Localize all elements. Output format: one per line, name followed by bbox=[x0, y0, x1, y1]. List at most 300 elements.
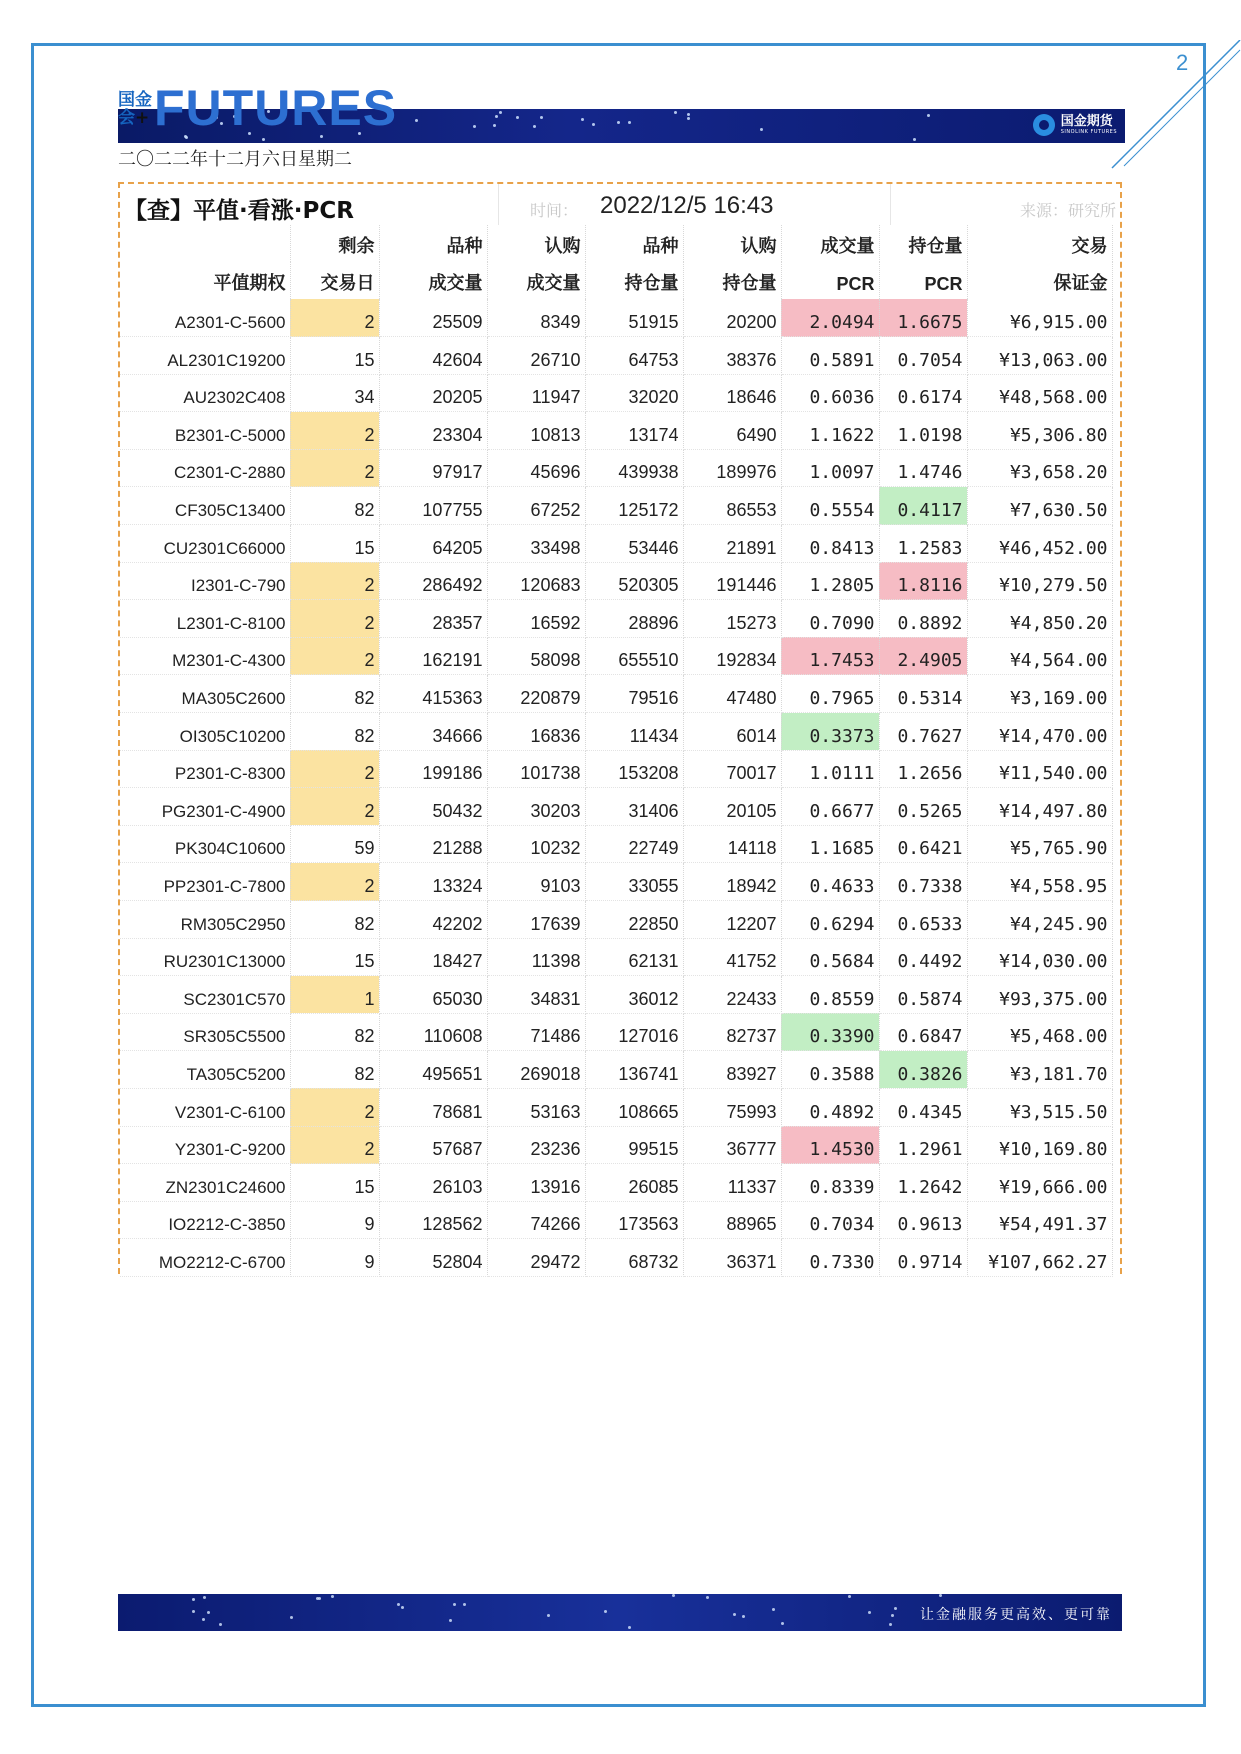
cell-vol: 25509 bbox=[379, 299, 487, 337]
cell-oi: 99515 bbox=[585, 1126, 683, 1164]
cell-vol-pcr: 0.8559 bbox=[781, 976, 879, 1014]
cell-oi: 62131 bbox=[585, 938, 683, 976]
banner-star bbox=[540, 116, 543, 119]
cell-vol: 50432 bbox=[379, 788, 487, 826]
banner-star bbox=[203, 1596, 206, 1599]
banner-star bbox=[889, 1623, 892, 1626]
table-row bbox=[120, 1013, 1112, 1051]
table-row bbox=[120, 1239, 1112, 1277]
logo-chinese-bottom: 会 bbox=[118, 108, 135, 128]
banner-star bbox=[733, 1613, 736, 1616]
cell-call-oi: 88965 bbox=[683, 1201, 781, 1239]
table-row bbox=[120, 337, 1112, 375]
cell-vol: 97917 bbox=[379, 449, 487, 487]
table-row bbox=[120, 299, 1112, 337]
cell-call-vol: 13916 bbox=[487, 1164, 585, 1202]
cell-call-oi: 47480 bbox=[683, 675, 781, 713]
brand-sub: SINOLINK FUTURES bbox=[1060, 129, 1117, 135]
cell-code: PG2301-C-4900 bbox=[120, 788, 290, 826]
cell-days: 15 bbox=[290, 525, 379, 563]
header-call_oi-top: 认购 bbox=[683, 225, 781, 262]
cell-days: 2 bbox=[290, 863, 379, 901]
cell-oi: 28896 bbox=[585, 600, 683, 638]
banner-star bbox=[192, 1598, 195, 1601]
cell-vol: 18427 bbox=[379, 938, 487, 976]
cell-oi-pcr: 0.6174 bbox=[879, 374, 967, 412]
cell-vol: 42604 bbox=[379, 337, 487, 375]
cell-call-vol: 11398 bbox=[487, 938, 585, 976]
cell-oi-pcr: 1.2961 bbox=[879, 1126, 967, 1164]
pcr-table-panel bbox=[118, 182, 1122, 1274]
cell-call-oi: 41752 bbox=[683, 938, 781, 976]
cell-days: 34 bbox=[290, 374, 379, 412]
cell-vol-pcr: 0.4633 bbox=[781, 863, 879, 901]
cell-call-vol: 220879 bbox=[487, 675, 585, 713]
banner-star bbox=[742, 1615, 745, 1618]
cell-days: 15 bbox=[290, 938, 379, 976]
cell-days: 2 bbox=[290, 299, 379, 337]
cell-code: RU2301C13000 bbox=[120, 938, 290, 976]
banner-star bbox=[547, 1614, 550, 1617]
corner-decoration bbox=[1110, 40, 1241, 180]
cell-oi-pcr: 0.7338 bbox=[879, 863, 967, 901]
cell-call-oi: 18942 bbox=[683, 863, 781, 901]
cell-vol-pcr: 0.4892 bbox=[781, 1088, 879, 1126]
banner-star bbox=[533, 125, 536, 128]
cell-call-vol: 17639 bbox=[487, 901, 585, 939]
cell-oi: 439938 bbox=[585, 449, 683, 487]
banner-star bbox=[913, 138, 916, 141]
cell-vol-pcr: 1.0097 bbox=[781, 449, 879, 487]
cell-oi-pcr: 0.3826 bbox=[879, 1051, 967, 1089]
cell-margin: ¥7,630.50 bbox=[967, 487, 1112, 525]
cell-code: SR305C5500 bbox=[120, 1013, 290, 1051]
banner-star bbox=[318, 1597, 321, 1600]
cell-margin: ¥107,662.27 bbox=[967, 1239, 1112, 1277]
cell-call-oi: 191446 bbox=[683, 562, 781, 600]
title-divider bbox=[498, 184, 499, 225]
cell-margin: ¥54,491.37 bbox=[967, 1201, 1112, 1239]
cell-oi: 33055 bbox=[585, 863, 683, 901]
cell-call-vol: 8349 bbox=[487, 299, 585, 337]
cell-days: 2 bbox=[290, 412, 379, 450]
banner-star bbox=[868, 1611, 871, 1614]
cell-margin: ¥4,564.00 bbox=[967, 637, 1112, 675]
cell-vol: 57687 bbox=[379, 1126, 487, 1164]
header-code-top bbox=[120, 225, 290, 262]
cell-oi: 22850 bbox=[585, 901, 683, 939]
cell-vol-pcr: 1.2805 bbox=[781, 562, 879, 600]
cell-oi-pcr: 0.9714 bbox=[879, 1239, 967, 1277]
cell-code: CF305C13400 bbox=[120, 487, 290, 525]
table-row bbox=[120, 825, 1112, 863]
cell-days: 15 bbox=[290, 1164, 379, 1202]
cell-code: TA305C5200 bbox=[120, 1051, 290, 1089]
logo-chinese-top: 国金 bbox=[118, 90, 152, 110]
cell-vol-pcr: 0.8413 bbox=[781, 525, 879, 563]
cell-vol-pcr: 0.3588 bbox=[781, 1051, 879, 1089]
cell-oi: 26085 bbox=[585, 1164, 683, 1202]
table-row bbox=[120, 562, 1112, 600]
cell-call-vol: 26710 bbox=[487, 337, 585, 375]
logo-plus: + bbox=[135, 108, 150, 128]
header-call_vol-bottom: 成交量 bbox=[487, 262, 585, 299]
cell-vol: 26103 bbox=[379, 1164, 487, 1202]
brand-name: 国金期货 bbox=[1060, 114, 1113, 129]
cell-days: 15 bbox=[290, 337, 379, 375]
cell-vol-pcr: 0.3390 bbox=[781, 1013, 879, 1051]
cell-vol-pcr: 1.1685 bbox=[781, 825, 879, 863]
cell-days: 82 bbox=[290, 1051, 379, 1089]
banner-star bbox=[207, 1611, 210, 1614]
banner-star bbox=[453, 1603, 456, 1606]
banner-star bbox=[473, 125, 476, 128]
cell-code: OI305C10200 bbox=[120, 713, 290, 751]
cell-code: PK304C10600 bbox=[120, 825, 290, 863]
cell-margin: ¥14,497.80 bbox=[967, 788, 1112, 826]
cell-margin: ¥10,169.80 bbox=[967, 1126, 1112, 1164]
cell-call-oi: 18646 bbox=[683, 374, 781, 412]
cell-margin: ¥3,658.20 bbox=[967, 449, 1112, 487]
cell-oi-pcr: 0.5265 bbox=[879, 788, 967, 826]
cell-margin: ¥46,452.00 bbox=[967, 525, 1112, 563]
brand-icon bbox=[1033, 114, 1055, 136]
banner-star bbox=[495, 115, 498, 118]
banner-star bbox=[449, 1619, 452, 1622]
header-oi_pcr-top: 持仓量 bbox=[879, 225, 967, 262]
cell-margin: ¥14,470.00 bbox=[967, 713, 1112, 751]
cell-code: RM305C2950 bbox=[120, 901, 290, 939]
cell-oi-pcr: 1.4746 bbox=[879, 449, 967, 487]
cell-days: 59 bbox=[290, 825, 379, 863]
header-oi-top: 品种 bbox=[585, 225, 683, 262]
banner-star bbox=[219, 1623, 222, 1626]
cell-vol: 23304 bbox=[379, 412, 487, 450]
header-vol_pcr-bottom: PCR bbox=[781, 262, 879, 299]
cell-call-vol: 10813 bbox=[487, 412, 585, 450]
cell-code: IO2212-C-3850 bbox=[120, 1201, 290, 1239]
cell-code: P2301-C-8300 bbox=[120, 750, 290, 788]
cell-oi-pcr: 0.6847 bbox=[879, 1013, 967, 1051]
cell-days: 82 bbox=[290, 675, 379, 713]
cell-vol-pcr: 0.5891 bbox=[781, 337, 879, 375]
table-row bbox=[120, 713, 1112, 751]
cell-vol-pcr: 1.1622 bbox=[781, 412, 879, 450]
time-value: 2022/12/5 16:43 bbox=[600, 192, 774, 219]
cell-call-vol: 45696 bbox=[487, 449, 585, 487]
banner-star bbox=[493, 124, 496, 127]
logo-chinese bbox=[118, 91, 154, 127]
cell-oi: 68732 bbox=[585, 1239, 683, 1277]
cell-call-oi: 11337 bbox=[683, 1164, 781, 1202]
cell-days: 82 bbox=[290, 487, 379, 525]
cell-code: ZN2301C24600 bbox=[120, 1164, 290, 1202]
banner-star bbox=[290, 1616, 293, 1619]
cell-vol: 162191 bbox=[379, 637, 487, 675]
table-header-row-top bbox=[120, 225, 1112, 262]
banner-star bbox=[848, 1595, 851, 1598]
cell-code: M2301-C-4300 bbox=[120, 637, 290, 675]
cell-oi-pcr: 0.4345 bbox=[879, 1088, 967, 1126]
cell-oi-pcr: 1.2583 bbox=[879, 525, 967, 563]
cell-call-vol: 71486 bbox=[487, 1013, 585, 1051]
cell-code: MO2212-C-6700 bbox=[120, 1239, 290, 1277]
cell-code: AL2301C19200 bbox=[120, 337, 290, 375]
cell-margin: ¥4,558.95 bbox=[967, 863, 1112, 901]
cell-call-vol: 16836 bbox=[487, 713, 585, 751]
cell-code: C2301-C-2880 bbox=[120, 449, 290, 487]
cell-oi: 79516 bbox=[585, 675, 683, 713]
banner-star bbox=[516, 116, 519, 119]
cell-call-oi: 6014 bbox=[683, 713, 781, 751]
banner-star bbox=[672, 1594, 675, 1597]
cell-margin: ¥6,915.00 bbox=[967, 299, 1112, 337]
cell-oi-pcr: 0.5314 bbox=[879, 675, 967, 713]
title-divider bbox=[890, 184, 891, 225]
cell-margin: ¥5,468.00 bbox=[967, 1013, 1112, 1051]
cell-call-oi: 22433 bbox=[683, 976, 781, 1014]
banner-star bbox=[262, 138, 265, 141]
cell-vol-pcr: 2.0494 bbox=[781, 299, 879, 337]
cell-vol: 415363 bbox=[379, 675, 487, 713]
banner-star bbox=[463, 1603, 466, 1606]
cell-oi: 11434 bbox=[585, 713, 683, 751]
cell-oi: 655510 bbox=[585, 637, 683, 675]
header-oi_pcr-bottom: PCR bbox=[879, 262, 967, 299]
cell-vol-pcr: 0.7330 bbox=[781, 1239, 879, 1277]
banner-star bbox=[581, 118, 584, 121]
cell-margin: ¥14,030.00 bbox=[967, 938, 1112, 976]
banner-star bbox=[192, 1610, 195, 1613]
cell-margin: ¥10,279.50 bbox=[967, 562, 1112, 600]
table-row bbox=[120, 487, 1112, 525]
cell-call-vol: 53163 bbox=[487, 1088, 585, 1126]
banner-star bbox=[939, 1594, 942, 1597]
cell-code: AU2302C408 bbox=[120, 374, 290, 412]
cell-vol: 107755 bbox=[379, 487, 487, 525]
cell-days: 2 bbox=[290, 750, 379, 788]
cell-vol: 42202 bbox=[379, 901, 487, 939]
cell-vol: 199186 bbox=[379, 750, 487, 788]
source-label: 来源：研究所 bbox=[1019, 201, 1116, 220]
table-row bbox=[120, 750, 1112, 788]
header-call_vol-top: 认购 bbox=[487, 225, 585, 262]
cell-vol: 495651 bbox=[379, 1051, 487, 1089]
table-header-row-bottom bbox=[120, 262, 1112, 299]
banner-star bbox=[927, 114, 930, 117]
table-row bbox=[120, 525, 1112, 563]
cell-vol-pcr: 1.7453 bbox=[781, 637, 879, 675]
table-row bbox=[120, 374, 1112, 412]
banner-star bbox=[499, 111, 502, 114]
header-call_oi-bottom: 持仓量 bbox=[683, 262, 781, 299]
banner-star bbox=[628, 1626, 631, 1629]
cell-call-vol: 29472 bbox=[487, 1239, 585, 1277]
cell-days: 2 bbox=[290, 788, 379, 826]
cell-margin: ¥3,181.70 bbox=[967, 1051, 1112, 1089]
header-days-top: 剩余 bbox=[290, 225, 379, 262]
cell-oi: 520305 bbox=[585, 562, 683, 600]
cell-call-oi: 6490 bbox=[683, 412, 781, 450]
cell-margin: ¥11,540.00 bbox=[967, 750, 1112, 788]
cell-margin: ¥48,568.00 bbox=[967, 374, 1112, 412]
table-row bbox=[120, 412, 1112, 450]
pcr-table bbox=[120, 225, 1113, 1277]
cell-vol-pcr: 0.6036 bbox=[781, 374, 879, 412]
cell-oi-pcr: 0.9613 bbox=[879, 1201, 967, 1239]
banner-star bbox=[706, 1596, 709, 1599]
footer-banner bbox=[118, 1594, 1122, 1631]
cell-vol: 28357 bbox=[379, 600, 487, 638]
panel-title: 【查】平值·看涨·PCR bbox=[124, 198, 354, 224]
cell-vol: 64205 bbox=[379, 525, 487, 563]
banner-star bbox=[674, 111, 677, 114]
cell-oi: 64753 bbox=[585, 337, 683, 375]
table-row bbox=[120, 1164, 1112, 1202]
table-row bbox=[120, 901, 1112, 939]
banner-star bbox=[891, 1614, 894, 1617]
banner-star bbox=[760, 128, 763, 131]
table-row bbox=[120, 637, 1112, 675]
table-body bbox=[120, 299, 1112, 1276]
cell-call-oi: 20105 bbox=[683, 788, 781, 826]
cell-oi-pcr: 0.7627 bbox=[879, 713, 967, 751]
banner-star bbox=[401, 1606, 404, 1609]
cell-oi-pcr: 1.2642 bbox=[879, 1164, 967, 1202]
cell-days: 82 bbox=[290, 713, 379, 751]
cell-days: 82 bbox=[290, 1013, 379, 1051]
cell-call-oi: 192834 bbox=[683, 637, 781, 675]
header-vol-top: 品种 bbox=[379, 225, 487, 262]
time-label: 时间： bbox=[530, 201, 579, 220]
cell-vol-pcr: 0.7965 bbox=[781, 675, 879, 713]
header-days-bottom: 交易日 bbox=[290, 262, 379, 299]
banner-star bbox=[628, 121, 631, 124]
cell-call-oi: 21891 bbox=[683, 525, 781, 563]
banner-star bbox=[894, 1607, 897, 1610]
cell-call-oi: 36777 bbox=[683, 1126, 781, 1164]
cell-days: 2 bbox=[290, 449, 379, 487]
cell-margin: ¥4,245.90 bbox=[967, 901, 1112, 939]
cell-code: SC2301C570 bbox=[120, 976, 290, 1014]
cell-call-oi: 38376 bbox=[683, 337, 781, 375]
cell-call-vol: 58098 bbox=[487, 637, 585, 675]
cell-vol-pcr: 0.8339 bbox=[781, 1164, 879, 1202]
cell-call-oi: 20200 bbox=[683, 299, 781, 337]
cell-oi-pcr: 1.0198 bbox=[879, 412, 967, 450]
cell-oi: 153208 bbox=[585, 750, 683, 788]
cell-days: 2 bbox=[290, 600, 379, 638]
cell-vol-pcr: 1.4530 bbox=[781, 1126, 879, 1164]
cell-call-oi: 36371 bbox=[683, 1239, 781, 1277]
cell-code: PP2301-C-7800 bbox=[120, 863, 290, 901]
cell-margin: ¥13,063.00 bbox=[967, 337, 1112, 375]
cell-vol-pcr: 0.6294 bbox=[781, 901, 879, 939]
header-oi-bottom: 持仓量 bbox=[585, 262, 683, 299]
cell-call-oi: 14118 bbox=[683, 825, 781, 863]
table-row bbox=[120, 976, 1112, 1014]
cell-oi-pcr: 1.6675 bbox=[879, 299, 967, 337]
cell-oi: 32020 bbox=[585, 374, 683, 412]
cell-call-oi: 83927 bbox=[683, 1051, 781, 1089]
cell-days: 2 bbox=[290, 637, 379, 675]
cell-oi: 13174 bbox=[585, 412, 683, 450]
cell-vol: 286492 bbox=[379, 562, 487, 600]
table-row bbox=[120, 863, 1112, 901]
cell-vol: 34666 bbox=[379, 713, 487, 751]
cell-oi: 127016 bbox=[585, 1013, 683, 1051]
cell-vol-pcr: 0.3373 bbox=[781, 713, 879, 751]
cell-days: 2 bbox=[290, 1088, 379, 1126]
header-code-bottom: 平值期权 bbox=[120, 262, 290, 299]
table-row bbox=[120, 600, 1112, 638]
cell-call-oi: 70017 bbox=[683, 750, 781, 788]
cell-call-vol: 269018 bbox=[487, 1051, 585, 1089]
cell-call-oi: 75993 bbox=[683, 1088, 781, 1126]
cell-oi: 31406 bbox=[585, 788, 683, 826]
brand-logo bbox=[1033, 114, 1117, 136]
cell-call-vol: 101738 bbox=[487, 750, 585, 788]
cell-oi-pcr: 0.7054 bbox=[879, 337, 967, 375]
cell-oi: 36012 bbox=[585, 976, 683, 1014]
cell-call-oi: 12207 bbox=[683, 901, 781, 939]
cell-vol: 20205 bbox=[379, 374, 487, 412]
cell-call-vol: 23236 bbox=[487, 1126, 585, 1164]
cell-code: Y2301-C-9200 bbox=[120, 1126, 290, 1164]
cell-vol: 128562 bbox=[379, 1201, 487, 1239]
cell-days: 1 bbox=[290, 976, 379, 1014]
table-row bbox=[120, 938, 1112, 976]
cell-code: MA305C2600 bbox=[120, 675, 290, 713]
cell-vol: 21288 bbox=[379, 825, 487, 863]
cell-oi: 108665 bbox=[585, 1088, 683, 1126]
cell-vol-pcr: 1.0111 bbox=[781, 750, 879, 788]
cell-margin: ¥3,169.00 bbox=[967, 675, 1112, 713]
cell-call-vol: 30203 bbox=[487, 788, 585, 826]
logo-futures: FUTURES bbox=[154, 80, 398, 136]
cell-vol-pcr: 0.7090 bbox=[781, 600, 879, 638]
footer-slogan: 让金融服务更高效、更可靠 bbox=[920, 1607, 1112, 1623]
banner-star bbox=[592, 123, 595, 126]
cell-oi-pcr: 0.8892 bbox=[879, 600, 967, 638]
cell-call-vol: 11947 bbox=[487, 374, 585, 412]
cell-vol-pcr: 0.5684 bbox=[781, 938, 879, 976]
banner-star bbox=[781, 1622, 784, 1625]
cell-margin: ¥5,306.80 bbox=[967, 412, 1112, 450]
header-margin-top: 交易 bbox=[967, 225, 1112, 262]
cell-call-oi: 82737 bbox=[683, 1013, 781, 1051]
cell-margin: ¥3,515.50 bbox=[967, 1088, 1112, 1126]
cell-oi-pcr: 0.6533 bbox=[879, 901, 967, 939]
cell-vol-pcr: 0.6677 bbox=[781, 788, 879, 826]
cell-vol: 65030 bbox=[379, 976, 487, 1014]
header-vol-bottom: 成交量 bbox=[379, 262, 487, 299]
cell-oi-pcr: 0.6421 bbox=[879, 825, 967, 863]
cell-oi-pcr: 1.2656 bbox=[879, 750, 967, 788]
cell-code: B2301-C-5000 bbox=[120, 412, 290, 450]
cell-oi: 51915 bbox=[585, 299, 683, 337]
cell-days: 2 bbox=[290, 562, 379, 600]
cell-call-vol: 16592 bbox=[487, 600, 585, 638]
cell-oi: 173563 bbox=[585, 1201, 683, 1239]
table-row bbox=[120, 1088, 1112, 1126]
banner-star bbox=[202, 1618, 205, 1621]
table-row bbox=[120, 1126, 1112, 1164]
cell-call-vol: 33498 bbox=[487, 525, 585, 563]
cell-code: V2301-C-6100 bbox=[120, 1088, 290, 1126]
cell-oi: 125172 bbox=[585, 487, 683, 525]
cell-oi-pcr: 0.4492 bbox=[879, 938, 967, 976]
